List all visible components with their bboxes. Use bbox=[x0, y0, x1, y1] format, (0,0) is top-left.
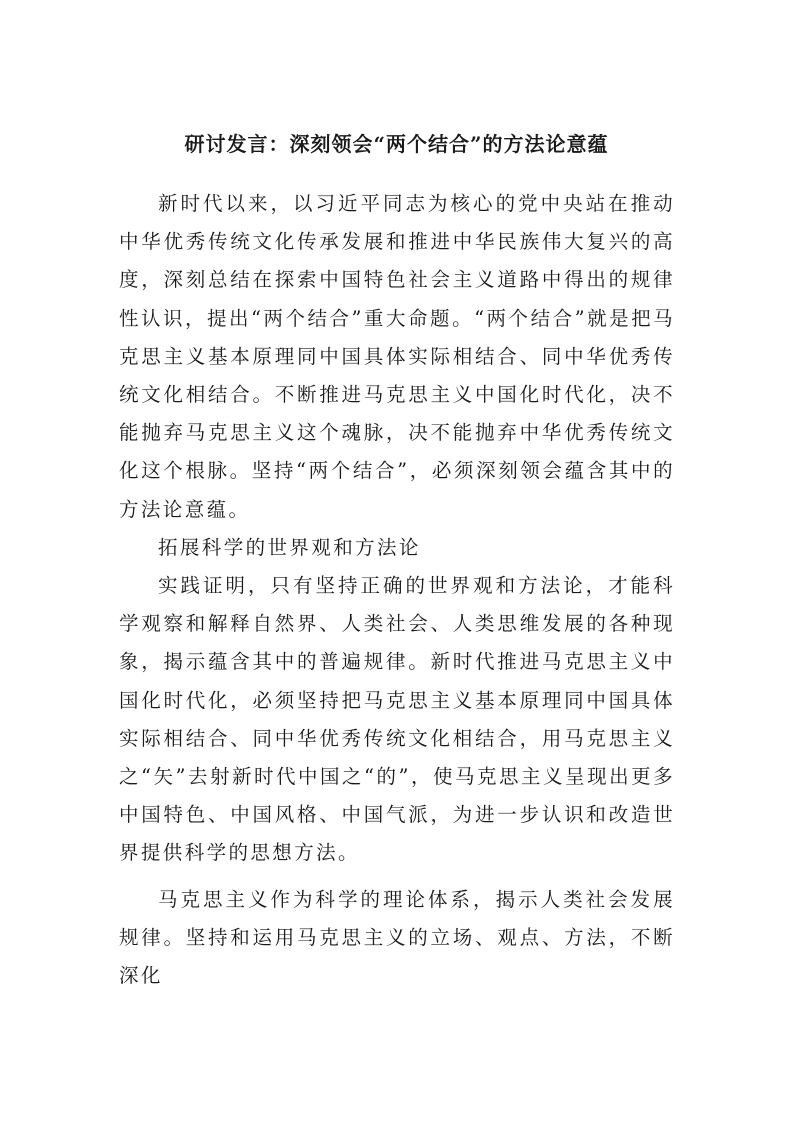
paragraph-intro: 新时代以来，以习近平同志为核心的党中央站在推动中华优秀传统文化传承发展和推进中华民族伟大复兴的高度，深刻总结在探索中国特色社会主义道路中得出的规律性认识，提出“两个结合”重大命题。“两个结合”就是把马克思主义基本原理同中国具体实际相结合、同中华优秀传统文化相结合。不断推进马克思主义中国化时代化，决不能抛弃马克思主义这个魂脉，决不能抛弃中华优秀传统文化这个根脉。坚持“两个结合”，必须深刻领会蕴含其中的方法论意蕴。 bbox=[119, 192, 675, 521]
document-title: 研讨发言：深刻领会“两个结合”的方法论意蕴 bbox=[184, 132, 609, 156]
paragraph-practice: 实践证明，只有坚持正确的世界观和方法论，才能科学观察和解释自然界、人类社会、人类思维发展的各种现象，揭示蕴含其中的普遍规律。新时代推进马克思主义中国化时代化，必须坚持把马克思主义基本原理同中国具体实际相结合、同中华优秀传统文化相结合，用马克思主义之“矢”去射新时代中国之“的”，使马克思主义呈现出更多中国特色、中国风格、中国气派，为进一步认识和改造世界提供科学的思想方法。 bbox=[119, 574, 675, 865]
paragraph-marxism: 马克思主义作为科学的理论体系，揭示人类社会发展规律。坚持和运用马克思主义的立场、观点、方法，不断深化 bbox=[119, 887, 675, 988]
document-body bbox=[119, 185, 675, 995]
section-heading: 拓展科学的世界观和方法论 bbox=[158, 535, 421, 559]
